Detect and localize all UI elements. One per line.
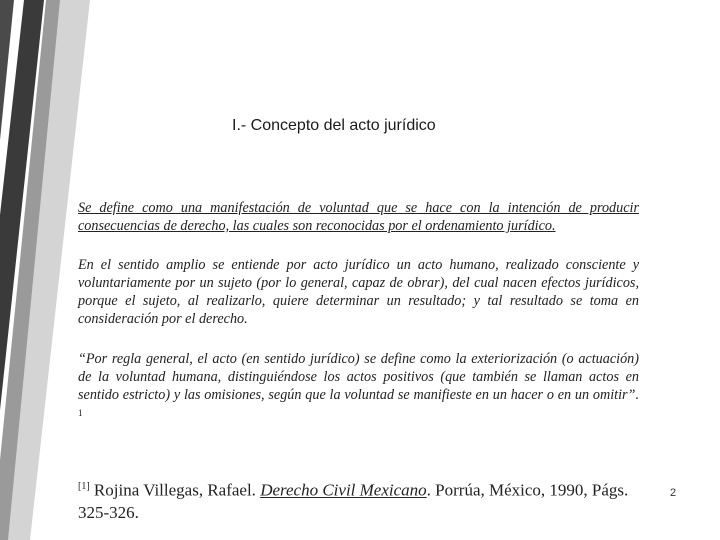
broad-sense-paragraph: En el sentido amplio se entiende por acto jurídico un acto humano, realizado consciente y voluntariamente por un sujeto (por lo general, capaz de obrar), del cual nacen efectos jurídicos, porque el sujeto, al realizarlo, quiere determinar un resultado; y tal resultado se toma en consideración por el derecho. (78, 257, 639, 327)
footnote (78, 476, 643, 524)
footnote-publisher: . Porrúa, México, 1990, Págs. 325-326. (78, 480, 629, 522)
quote-paragraph (78, 350, 639, 427)
footnote-reference[interactable]: 1 (78, 408, 83, 418)
page-number: 2 (670, 487, 677, 499)
definition-paragraph: Se define como una manifestación de voluntad que se hace con la intención de producir consecuencias de derecho, las cuales son reconocidas por el ordenamiento jurídico. (78, 200, 639, 234)
quote-text: “Por regla general, el acto (en sentido jurídico) se define como la exteriorización (o actuación) de la voluntad humana, distinguiéndose los actos positivos (que también se llaman actos en sentido estricto) y las omisiones, según que la voluntad se manifieste en un hacer o en un omitir”. (78, 351, 639, 403)
footnote-book-title: Derecho Civil Mexicano (260, 480, 427, 500)
footnote-author: Rojina Villegas, Rafael. (93, 480, 256, 500)
footnote-mark: [1] (78, 481, 90, 492)
slide-title: I.- Concepto del acto jurídico (232, 117, 436, 134)
decorative-stripes (0, 0, 90, 540)
